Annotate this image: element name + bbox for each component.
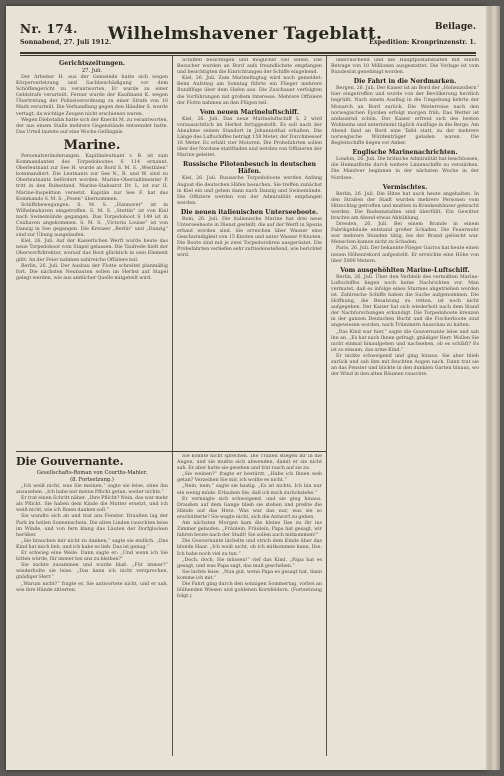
- column-rule-2: [326, 56, 327, 756]
- article-body: London, 26. Juli. Die britische Admiralität hat beschlossen, die Heimatflotte durch weitere Linienschiffe zu verstärken. Die Manöver beginnen in der nächsten Woche in der Nordsee.: [331, 157, 479, 181]
- page-edge: [486, 6, 500, 770]
- section-heading-vermischtes: Vermischtes.: [382, 183, 428, 191]
- masthead-rule: [20, 52, 476, 54]
- article-body: überraschend und die Hauptpostanstalten mit einem Betrage von 10 Millionen ausgestattet. Die Vorlage ist vom Bundesrat genehmigt worden.: [331, 58, 479, 76]
- article-body: Berlin, 26. Juli. Die Hitze hat auch heute angehalten. In den Straßen der Stadt wurden mehrere Personen vom Hitzschlag getroffen und mußten in Krankenhäuser gebracht werden. Die Badeanstalten sind überfüllt. Ein Gewitter brachte am Abend etwas Abkühlung. Dresden, 26. Juli. Bei einem Brande in einem Fabrikgebäude entstand großer Schaden. Die Feuerwehr war mehrere Stunden tätig, bis der Brand gelöscht war. Menschen kamen nicht zu Schaden. Paris, 26. Juli. Der bekannte Flieger Garros hat heute einen neuen Höhenrekord aufgestellt. Er erreichte eine Höhe von über 5000 Metern.: [331, 191, 479, 264]
- supplement-label: Beilage.: [434, 22, 476, 32]
- newspaper-page: [6, 6, 486, 770]
- article-body: Kiel, 26. Juli. Russische Torpedoboote werden Anfang August die deutschen Häfen besuchen. Sie treffen zunächst in Kiel ein und gehen dann nach Danzig und Swinemünde. Die Offiziere werden von der Admiralität empfangen werden.: [177, 176, 322, 206]
- feuilleton-middle: [177, 454, 322, 760]
- feuilleton-left: [16, 454, 168, 760]
- feuilleton-text: „Ich weiß nicht, was Sie meinen,“ sagte sie leise, ohne ihn anzusehen. „Ich habe nur meine Pflicht getan, weiter nichts.“ Er trat einen Schritt näher. „Ihre Pflicht? Nein, das war mehr als Pflicht. Sie haben dem Kinde die Mutter ersetzt, und ich weiß nicht, wie ich Ihnen danken soll.“ Sie wandte sich ab und trat ans Fenster. Draußen lag der Park im hellen Sonnenschein. Die alten Linden rauschten leise im Winde, und von fern klang das Läuten der Dorfglocken herüber. „Sie brauchen mir nicht zu danken,“ sagte sie endlich. „Das Kind hat mich lieb, und ich habe es lieb. Das ist genug.“ Er schwieg eine Weile. Dann sagte er: „Und wenn ich Sie bitten würde, für immer bei uns zu bleiben?“ Sie zuckte zusammen und wurde blaß. „Für immer?“ wiederholte sie leise. „Das kann ich nicht versprechen, gnädiger Herr.“ „Warum nicht?“ fragte er. Sie antwortete nicht, und er sah, wie ihre Hände zitterten.: [16, 484, 168, 593]
- marine-article: Personalveränderungen. Kapitänleutnant v. B. ist zum Kommandanten des Torpedobootes S 114 ernannt. Oberleutnant zur See H. wurde an Bord S. M. S. „Westfalen“ kommandiert. Die Leutnants zur See N., R. und W. sind zu Oberleutnants befördert worden. Marine-Oberzahlmeister P. tritt in den Ruhestand. Marine-Stabsarzt Dr. L. ist zur II. Marine-Inspektion versetzt. Kapitän zur See F. hat das Kommando S. M. S. „Posen“ übernommen. Schiffsbewegungen. S. M. S. „Hannover“ ist in Wilhelmshaven eingetroffen. S. M. S. „Stettin“ ist von Kiel nach Swinemünde gegangen. Das Torpedoboot S 149 ist in Cuxhaven angekommen. S. M. S. „Victoria Louise“ ist von Danzig in See gegangen. Die Kreuzer „Berlin“ und „Danzig“ sind zur Übung ausgelaufen. Kiel, 26. Juli. Auf der Kaiserlichen Werft wurde heute das neue Torpedoboot vom Stapel gelassen. Die Taufrede hielt der Oberwerftdirektor, worauf das Boot glücklich in sein Element glitt. An der Feier nahmen zahlreiche Offiziere teil. Berlin, 26. Juli. Der Ausbau der Flotte schreitet planmäßig fort. Die nächsten Neubauten sollen im Herbst auf Stapel gelegt werden, wie aus amtlicher Quelle mitgeteilt wird.: [16, 153, 168, 281]
- article-heading: Die neuen italienischen Unterseeboote.: [180, 208, 319, 216]
- masthead-rule-thin: [20, 55, 476, 56]
- column-right: [331, 58, 479, 760]
- section-date: 27. Juli.: [81, 68, 103, 74]
- column-left-top: [16, 58, 168, 450]
- feuilleton-title: Die Gouvernante.: [16, 455, 124, 468]
- newspaper-title: Wilhelmshavener Tageblatt.: [107, 24, 383, 44]
- section-heading-england: Englische Marinenachrichten.: [352, 149, 458, 157]
- masthead: [20, 22, 476, 52]
- feuilleton-text: Sie konnte nicht sprechen. Die Tränen stiegen ihr in die Augen, und sie mußte sich abwenden, damit er sie nicht sah. Er aber hatte sie gesehen und trat rasch auf sie zu. „Sie weinen?“ fragte er bestürzt. „Habe ich Ihnen weh getan? Verzeihen Sie mir, ich wollte es nicht.“ „Nein, nein,“ sagte sie hastig. „Es ist nichts. Ich bin nur ein wenig müde. Erlauben Sie, daß ich mich zurückziehe.“ Er verneigte sich schweigend, und sie ging hinaus. Draußen auf dem Gange blieb sie stehen und preßte die Hände auf das Herz. Was war das nur, was sie so erschütterte? Sie wagte nicht, sich die Antwort zu geben. Am nächsten Morgen kam die kleine Ilse zu ihr ins Zimmer gelaufen. „Fräulein, Fräulein, Papa hat gesagt, wir fahren heute nach der Stadt! Sie sollen auch mitkommen!“ Die Gouvernante lächelte und strich dem Kinde über das blonde Haar. „Ich weiß nicht, ob ich mitkommen kann, Ilse. Ich habe noch viel zu tun.“ „Doch, doch, Sie müssen!“ rief das Kind. „Papa hat es gesagt, und was Papa sagt, das muß geschehen.“ Sie lachte leise. „Nun gut, wenn Papa es gesagt hat, dann komme ich mit.“ Die Fahrt ging durch den sonnigen Sommertag, vorbei an blühenden Wiesen und goldenen Kornfeldern. (Fortsetzung folgt.): [177, 454, 322, 600]
- article-body: Kiel, 26. Juli. Das neue Marineluftschiff L 2 wird voraussichtlich im Herbst fertiggestellt. Es soll nach der Abnahme seinen Standort in Johannisthal erhalten. Die Länge des Luftschiffes beträgt 158 Meter, der Durchmesser 16 Meter. Es erhält vier Motoren. Die Probefahrten sollen über der Nordsee stattfinden und werden von Offizieren der Marine geleitet.: [177, 116, 322, 159]
- section-heading-kaiser: Die Fahrt in die Nordmarken.: [353, 78, 457, 86]
- article-heading: Vom neuen Marineluftschiff.: [199, 108, 300, 116]
- column-rule-1: [172, 56, 173, 756]
- section-heading-unglueck: Vom ausgehöhlten Marine-Luftschiff.: [340, 266, 470, 274]
- issue-number: Nr. 174.: [20, 22, 78, 36]
- article-body: Der Arbeiter H. aus der Gemeinde hatte sich wegen Körperverletzung und Sachbeschädigung vor dem Schöffengericht zu verantworten. Er wurde zu einer Geldstrafe verurteilt. Ferner wurde der Kaufmann K. wegen Übertretung der Polizeiverordnung zu einer Strafe von 10 Mark verurteilt. Die Verhandlung gegen den Händler S. wurde vertagt, da wichtige Zeugen nicht erschienen waren. Wegen Diebstahls hatte sich der Knecht M. zu verantworten, der aus einem Stalle mehrere Gegenstände entwendet hatte. Das Urteil lautete auf eine Woche Gefängnis.: [16, 75, 168, 135]
- expedition-address: Expedition: Kronprinzenstr. 1.: [369, 39, 476, 46]
- feuilleton-byline: Gesellschafts-Roman von Courths-Mahler.: [36, 470, 148, 476]
- section-heading-local: Gerichtszeitungen.: [58, 60, 125, 67]
- article-body: Schiffen besichtigen und möglichst viel sehen. Die Besucher wurden an Bord aufs freundlichste empfangen und besichtigten die Einrichtungen der Schiffe eingehend. Kiel, 26. Juli. Zum Marineflugtag wird noch gemeldet: Beim Aufstieg am Sonntag führte ein Flieger mehrere Rundflüge über dem Hafen aus. Die Zuschauer verfolgten die Vorführungen mit großem Interesse. Mehrere Offiziere der Flotte nahmen an den Flügen teil.: [177, 58, 322, 106]
- feuilleton-note: (8. Fortsetzung.): [70, 477, 114, 483]
- feuilleton-rule: [16, 451, 326, 452]
- issue-date: Sonnabend, 27. Juli 1912.: [20, 39, 112, 46]
- column-middle-top: [177, 58, 322, 450]
- article-body: Berlin, 26. Juli. Über den Verbleib des vermißten Marine-Luftschiffes liegen noch keine Nachrichten vor. Man vermutet, daß es infolge eines Sturmes abgetrieben worden ist. Zahlreiche Schiffe haben die Suche aufgenommen. Die Hoffnung, die Besatzung zu retten, ist noch nicht aufgegeben. Der Kaiser hat sich wiederholt nach dem Stand der Nachforschungen erkundigt. Die Torpedoboote kreuzen in der ganzen Deutschen Bucht und die Fischerboote sind angewiesen worden, nach Trümmern Ausschau zu halten. „Das Kind war hier,“ sagte die Gouvernante leise und sah ihn an. „Es hat nach Ihnen gefragt, gnädiger Herr. Wollen Sie nicht einmal hinaufgehen und nachsehen, ob es schläft? Es ist so einsam, das arme Kind.“ Er nickte schweigend und ging hinaus. Sie aber blieb zurück und sah ihm mit feuchten Augen nach. Dann trat sie an das Fenster und blickte in den dunklen Garten hinaus, wo der Wind in den alten Bäumen rauschte.: [331, 274, 479, 378]
- article-body: Bergen, 26. Juli. Der Kaiser ist an Bord der „Hohenzollern“ hier eingetroffen und wurde von der Bevölkerung herzlich begrüßt. Nach einem Ausflug in die Umgebung kehrte der Monarch an Bord zurück. Die Weiterreise nach den norwegischen Fjorden erfolgt morgen früh. Das Wetter ist andauernd schön. Der Kaiser erfreut sich des besten Wohlseins und unternimmt täglich Ausflüge in die Berge. Am Abend fand an Bord eine Tafel statt, zu der mehrere norwegische Würdenträger geladen waren. Die Begleitschiffe liegen vor Anker.: [331, 86, 479, 147]
- section-heading-marine: Marine.: [63, 137, 121, 153]
- article-body: Rom, 26. Juli. Die italienische Marine hat drei neue Unterseeboote in Dienst gestellt, die auf der Werft in Spezia erbaut worden sind. Sie erreichen über Wasser eine Geschwindigkeit von 15 Knoten und unter Wasser 9 Knoten. Die Boote sind mit je zwei Torpedorohren ausgerüstet. Die Probefahrten verliefen sehr zufriedenstellend, wie berichtet wird.: [177, 216, 322, 259]
- article-heading: Russische Pilotenbesuch in deutschen Häfen.: [182, 161, 317, 176]
